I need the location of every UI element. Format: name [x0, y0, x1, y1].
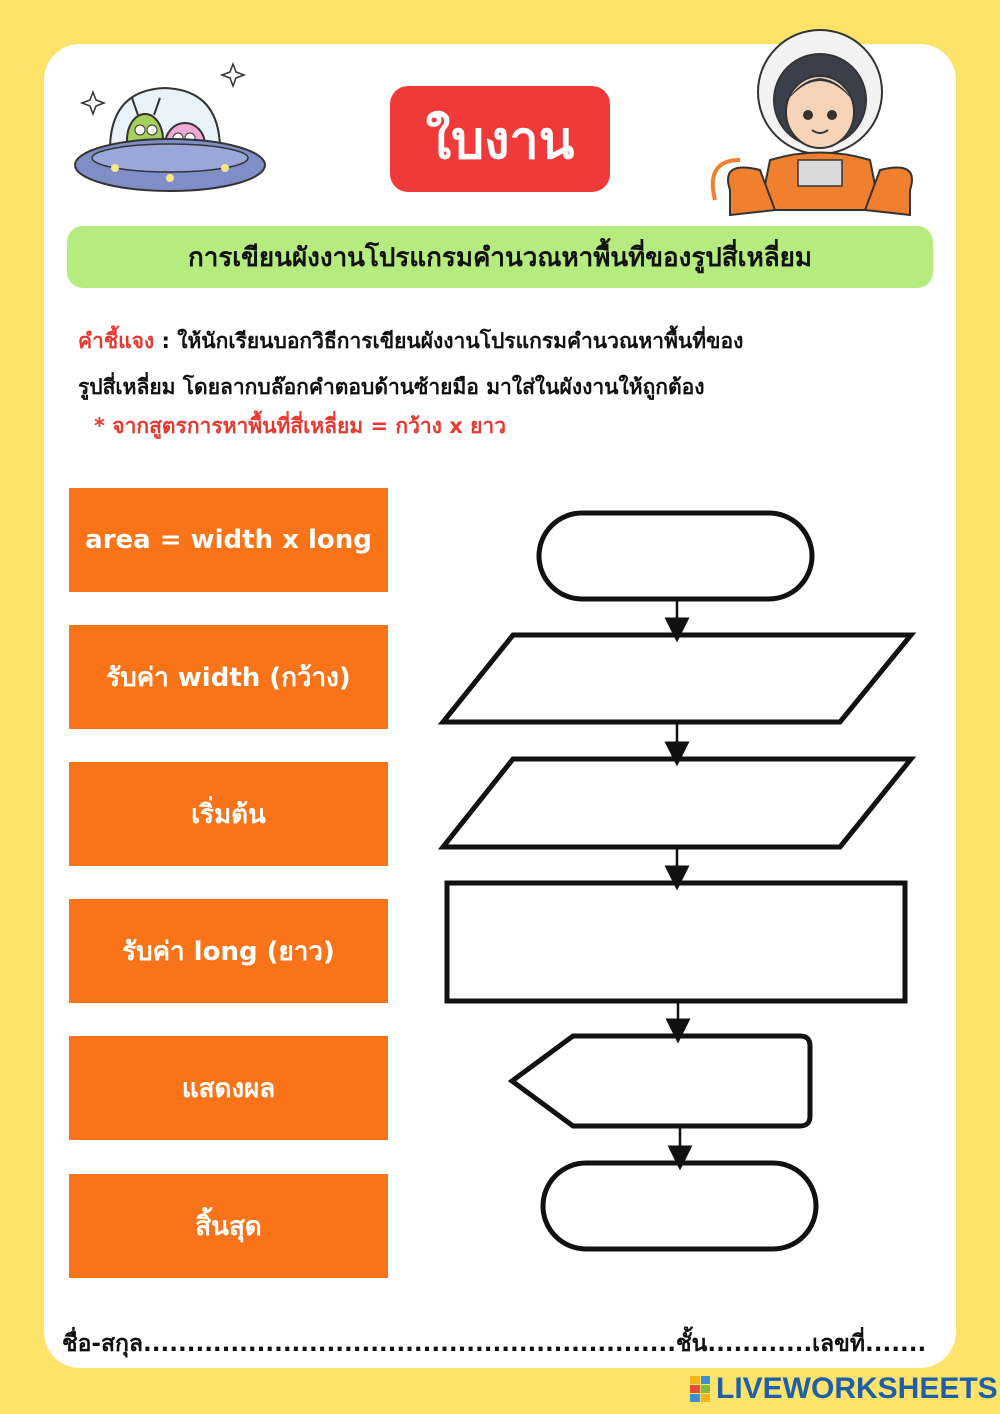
- flow-input-parallelogram-1[interactable]: [443, 635, 911, 722]
- flow-end-terminator[interactable]: [543, 1163, 816, 1249]
- answer-block-end[interactable]: สิ้นสุด: [69, 1174, 388, 1278]
- flow-process-rectangle[interactable]: [447, 883, 905, 1001]
- instruction-text-1: : ให้นักเรียนบอกวิธีการเขียนผังงานโปรแกรมคำนวณหาพื้นที่ของ: [161, 329, 744, 353]
- answer-block-start[interactable]: เริ่มต้น: [69, 762, 388, 866]
- answer-block-area-formula[interactable]: area = width x long: [69, 488, 388, 592]
- formula-note: * จากสูตรการหาพื้นที่สี่เหลี่ยม = กว้าง x ยาว: [94, 414, 506, 438]
- liveworksheets-logo-icon: [690, 1376, 710, 1402]
- answer-block-input-width[interactable]: รับค่า width (กว้าง): [69, 625, 388, 729]
- flow-display-shape[interactable]: [512, 1036, 810, 1126]
- instruction-line-2: รูปสี่เหลี่ยม โดยลากบล๊อกคำตอบด้านซ้ายมือ มาใส่ในผังงานให้ถูกต้อง: [78, 375, 705, 399]
- instruction-label: คำชี้แจง: [78, 329, 155, 353]
- liveworksheets-brand: [690, 1372, 998, 1406]
- worksheet-title: ใบงาน: [390, 86, 610, 192]
- name-class-number-line: ชื่อ-สกุล.............................................................ชั้น............เลขที่.......: [62, 1331, 927, 1357]
- worksheet-subtitle: การเขียนผังงานโปรแกรมคำนวณหาพื้นที่ของรูปสี่เหลี่ยม: [67, 226, 933, 288]
- answer-block-display[interactable]: แสดงผล: [69, 1036, 388, 1140]
- flow-start-terminator[interactable]: [539, 513, 812, 599]
- flow-input-parallelogram-2[interactable]: [443, 759, 911, 847]
- liveworksheets-brand-text: LIVEWORKSHEETS: [716, 1372, 998, 1405]
- answer-block-input-long[interactable]: รับค่า long (ยาว): [69, 899, 388, 1003]
